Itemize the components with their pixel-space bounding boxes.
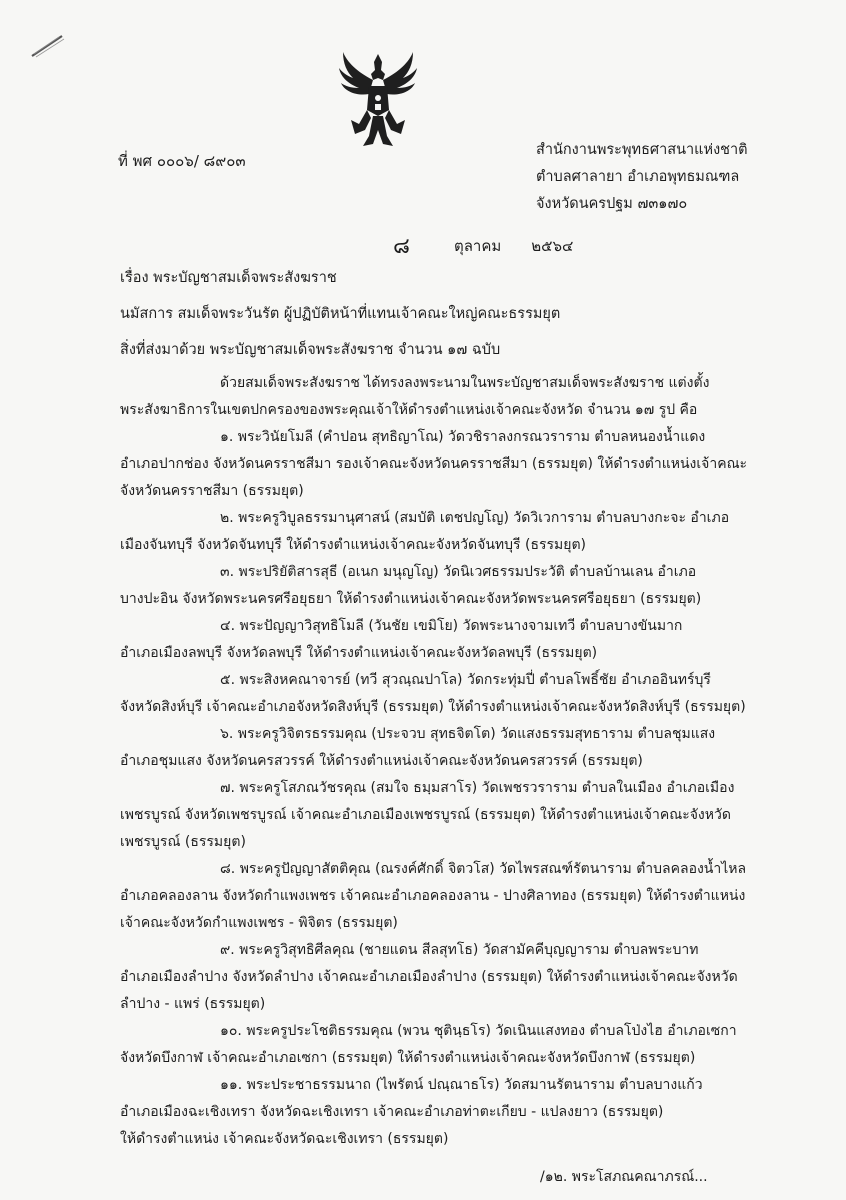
garuda-emblem-icon bbox=[337, 50, 419, 148]
body-line: ๔. พระปัญญาวิสุทธิโมลี (วันชัย เขมิโย) วัดพระนางจามเทวี ตำบลบางขันมาก bbox=[220, 618, 683, 634]
body-line: เพชรบูรณ์ จังหวัดเพชรบูรณ์ เจ้าคณะอำเภอเมืองเพชรบูรณ์ (ธรรมยุต) ให้ดำรงตำแหน่งเจ้าคณะจังหวัด bbox=[120, 807, 731, 823]
body-line: ๒. พระครูวิบูลธรรมานุศาสน์ (สมบัติ เตชปญโญ) วัดวิเวการาม ตำบลบางกะจะ อำเภอ bbox=[220, 510, 730, 526]
pen-mark-icon bbox=[28, 30, 68, 60]
date-month: ตุลาคม bbox=[453, 237, 502, 255]
subject-line: เรื่อง พระบัญชาสมเด็จพระสังฆราช bbox=[120, 270, 337, 286]
body-line: อำเภอปากช่อง จังหวัดนครราชสีมา รองเจ้าคณะจังหวัดนครราชสีมา (ธรรมยุต) ให้ดำรงตำแหน่งเจ้าคณะ bbox=[120, 456, 748, 472]
reference-number: ที่ พศ ๐๐๐๖/ ๘๙๐๓ bbox=[118, 152, 246, 170]
sender-address bbox=[536, 137, 748, 218]
body-line: เจ้าคณะจังหวัดกำแพงเพชร - พิจิตร (ธรรมยุต) bbox=[120, 915, 398, 931]
body-line: บางปะอิน จังหวัดพระนครศรีอยุธยา ให้ดำรงตำแหน่งเจ้าคณะจังหวัดพระนครศรีอยุธยา (ธรรมยุต) bbox=[120, 591, 702, 607]
body-line: เพชรบูรณ์ (ธรรมยุต) bbox=[120, 834, 246, 850]
body-line: ๑. พระวินัยโมลี (คำปอน สุทธิญาโณ) วัดวชิราลงกรณวราราม ตำบลหนองน้ำแดง bbox=[220, 429, 706, 445]
body-line: ด้วยสมเด็จพระสังฆราช ได้ทรงลงพระนามในพระบัญชาสมเด็จพระสังฆราช แต่งตั้ง bbox=[220, 375, 710, 391]
continuation-note: /๑๒. พระโสภณคณาภรณ์... bbox=[540, 1169, 708, 1185]
body-line: ๘. พระครูปัญญาสัตติคุณ (ณรงค์ศักดิ์ จิตวโส) วัดไพรสณฑ์รัตนาราม ตำบลคลองน้ำไหล bbox=[220, 861, 747, 877]
salutation-line: นมัสการ สมเด็จพระวันรัต ผู้ปฏิบัติหน้าที่แทนเจ้าคณะใหญ่คณะธรรมยุต bbox=[120, 306, 561, 322]
body-line: ๑๐. พระครูประโชติธรรมคุณ (พวน ชุตินฺธโร) วัดเนินแสงทอง ตำบลโป่งไฮ อำเภอเซกา bbox=[220, 1023, 737, 1039]
body-line: ๙. พระครูวิสุทธิศีลคุณ (ชายแดน สีลสุทโธ) วัดสามัคคีบุญญาราม ตำบลพระบาท bbox=[220, 942, 699, 958]
date-year: ๒๕๖๔ bbox=[531, 237, 574, 255]
body-line: จังหวัดบึงกาฬ เจ้าคณะอำเภอเซกา (ธรรมยุต) ให้ดำรงตำแหน่งเจ้าคณะจังหวัดบึงกาฬ (ธรรมยุต) bbox=[120, 1050, 696, 1066]
body-line: จังหวัดนครราชสีมา (ธรรมยุต) bbox=[120, 483, 304, 499]
body-line: อำเภอเมืองฉะเชิงเทรา จังหวัดฉะเชิงเทรา เจ้าคณะอำเภอท่าตะเกียบ - แปลงยาว (ธรรมยุต) bbox=[120, 1104, 664, 1120]
body-line: ให้ดำรงตำแหน่ง เจ้าคณะจังหวัดฉะเชิงเทรา (ธรรมยุต) bbox=[120, 1131, 449, 1147]
enclosure-line: สิ่งที่ส่งมาด้วย พระบัญชาสมเด็จพระสังฆราช จำนวน ๑๗ ฉบับ bbox=[120, 342, 501, 358]
body-line: พระสังฆาธิการในเขตปกครองของพระคุณเจ้าให้ดำรงตำแหน่งเจ้าคณะจังหวัด จำนวน ๑๗ รูป คือ bbox=[120, 402, 698, 418]
body-line: อำเภอเมืองลำปาง จังหวัดลำปาง เจ้าคณะอำเภอเมืองลำปาง (ธรรมยุต) ให้ดำรงตำแหน่งเจ้าคณะจังหวัด bbox=[120, 969, 738, 985]
body-line: ๗. พระครูโสภณวัชรคุณ (สมใจ ธมฺมสาโร) วัดเพชรวราราม ตำบลในเมือง อำเภอเมือง bbox=[220, 780, 735, 796]
office-province: จังหวัดนครปฐม ๗๓๑๗๐ bbox=[536, 196, 688, 212]
body-line: ๓. พระปริยัติสารสุธี (อเนก มนุญโญ) วัดนิเวศธรรมประวัติ ตำบลบ้านเลน อำเภอ bbox=[220, 564, 697, 580]
body-line: จังหวัดสิงห์บุรี เจ้าคณะอำเภอจังหวัดสิงห์บุรี (ธรรมยุต) ให้ดำรงตำแหน่งเจ้าคณะจังหวัดสิงห์บุรี (ธรรมยุต) bbox=[120, 699, 746, 715]
body-line: อำเภอคลองลาน จังหวัดกำแพงเพชร เจ้าคณะอำเภอคลองลาน - ปางศิลาทอง (ธรรมยุต) ให้ดำรงตำแหน่ง bbox=[120, 888, 746, 904]
body-line: อำเภอชุมแสง จังหวัดนครสวรรค์ ให้ดำรงตำแหน่งเจ้าคณะจังหวัดนครสวรรค์ (ธรรมยุต) bbox=[120, 753, 643, 769]
office-name: สำนักงานพระพุทธศาสนาแห่งชาติ bbox=[536, 142, 748, 158]
office-subdistrict: ตำบลศาลายา อำเภอพุทธมณฑล bbox=[536, 169, 740, 185]
date-day: ๘ bbox=[393, 234, 410, 259]
body-line: ๑๑. พระประชาธรรมนาถ (ไพรัตน์ ปณฺณาธโร) วัดสมานรัตนาราม ตำบลบางแก้ว bbox=[220, 1077, 703, 1093]
body-line: ๖. พระครูวิจิตรธรรมคุณ (ประจวบ สุทธจิตโต) วัดแสงธรรมสุทธาราม ตำบลชุมแสง bbox=[220, 726, 716, 742]
body-line: เมืองจันทบุรี จังหวัดจันทบุรี ให้ดำรงตำแหน่งเจ้าคณะจังหวัดจันทบุรี (ธรรมยุต) bbox=[120, 537, 587, 553]
body-line: อำเภอเมืองลพบุรี จังหวัดลพบุรี ให้ดำรงตำแหน่งเจ้าคณะจังหวัดลพบุรี (ธรรมยุต) bbox=[120, 645, 598, 661]
body-line: ๕. พระสิงหคณาจารย์ (ทวี สุวณฺณปาโล) วัดกระทุ่มปี่ ตำบลโพธิ์ชัย อำเภออินทร์บุรี bbox=[220, 672, 711, 688]
body-line: ลำปาง - แพร่ (ธรรมยุต) bbox=[120, 996, 266, 1012]
letter-date bbox=[393, 226, 573, 261]
